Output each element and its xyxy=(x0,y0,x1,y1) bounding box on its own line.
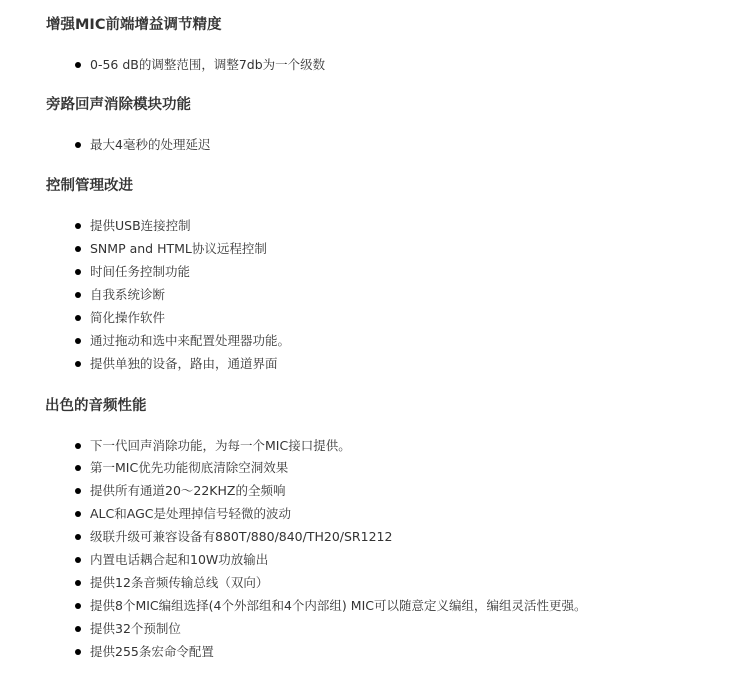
list-item-text: 提供8个MIC编组选择(4个外部组和4个内部组) MIC可以随意定义编组，编组灵活性更强。 xyxy=(90,598,587,613)
list-item-text: 自我系统诊断 xyxy=(90,287,166,302)
bullet-icon xyxy=(75,361,81,367)
bullet-icon xyxy=(75,465,81,471)
bullet-icon xyxy=(75,315,81,321)
bullet-icon xyxy=(75,511,81,517)
list-item-text: 级联升级可兼容设备有880T/880/840/TH20/SR1212 xyxy=(90,529,393,544)
bullet-icon xyxy=(75,580,81,586)
list-item-text: 0-56 dB的调整范围，调整7db为一个级数 xyxy=(90,57,326,72)
list-item-text: 最大4毫秒的处理延迟 xyxy=(90,137,211,152)
bullet-icon xyxy=(75,269,81,275)
list-item-text: 提供单独的设备，路由，通道界面 xyxy=(90,356,278,371)
list-item-text: 提供12条音频传输总线（双向） xyxy=(90,575,269,590)
bullet-icon xyxy=(75,246,81,252)
bullet-icon xyxy=(75,488,81,494)
bullet-icon xyxy=(75,292,81,298)
section-heading: 出色的音频性能 xyxy=(45,398,147,414)
list-item-text: 第一MIC优先功能彻底清除空洞效果 xyxy=(90,460,289,475)
list-item-text: 简化操作软件 xyxy=(90,310,166,325)
list-item-text: ALC和AGC是处理掉信号轻微的波动 xyxy=(90,506,291,521)
list-item-text: 通过拖动和选中来配置处理器功能。 xyxy=(90,333,291,348)
list-item-text: 内置电话耦合起和10W功放输出 xyxy=(90,552,269,567)
section-heading: 控制管理改进 xyxy=(46,178,133,194)
list-item-text: 提供32个预制位 xyxy=(90,621,181,636)
bullet-icon xyxy=(75,534,81,540)
list-item-text: 提供255条宏命令配置 xyxy=(90,644,214,659)
bullet-icon xyxy=(75,443,81,449)
bullet-icon xyxy=(75,557,81,563)
list-item-text: 下一代回声消除功能，为每一个MIC接口提供。 xyxy=(90,438,351,453)
list-item-text: SNMP and HTML协议远程控制 xyxy=(90,241,267,256)
section-heading: 旁路回声消除模块功能 xyxy=(46,97,191,113)
bullet-icon xyxy=(75,223,81,229)
bullet-icon xyxy=(75,603,81,609)
list-item-text: 提供USB连接控制 xyxy=(90,218,191,233)
bullet-icon xyxy=(75,338,81,344)
list-item-text: 提供所有通道20～22KHZ的全频响 xyxy=(90,483,286,498)
list-item-text: 时间任务控制功能 xyxy=(90,264,191,279)
bullet-icon xyxy=(75,62,81,68)
bullet-icon xyxy=(75,626,81,632)
bullet-icon xyxy=(75,142,81,148)
bullet-icon xyxy=(75,649,81,655)
section-heading: 增强MIC前端增益调节精度 xyxy=(46,17,222,33)
